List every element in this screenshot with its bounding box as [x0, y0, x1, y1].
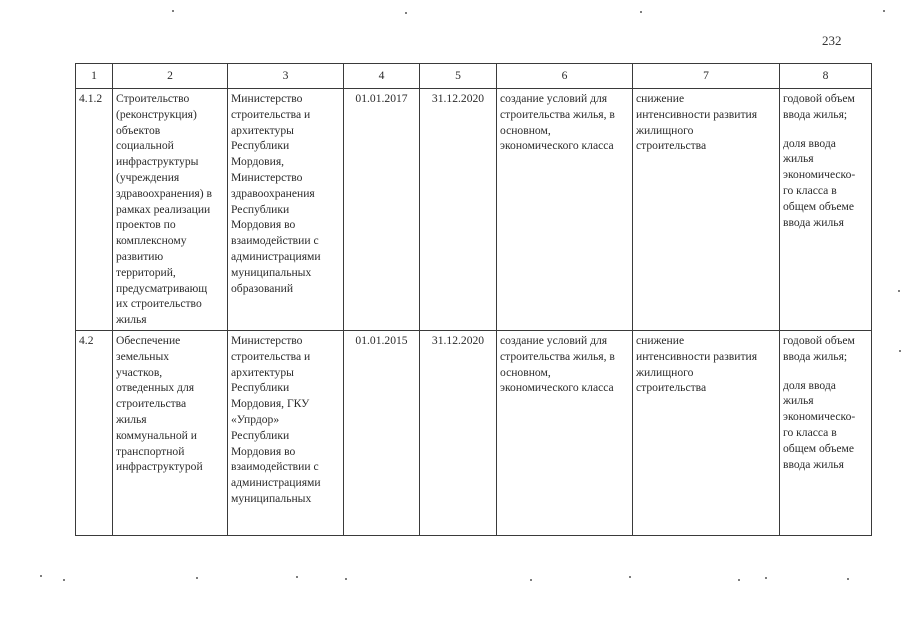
indicator-1: годовой объем ввода жилья; [783, 92, 855, 121]
start-date: 01.01.2015 [344, 331, 420, 536]
measure-number: 4.1.2 [76, 89, 113, 331]
program-measures-table [75, 63, 872, 536]
non-implementation-consequence: снижение интенсивности развития жилищного строительства [633, 331, 780, 536]
linked-indicators [780, 331, 872, 536]
linked-indicators [780, 89, 872, 331]
scan-speck [196, 577, 198, 579]
scan-speck [296, 576, 298, 578]
scan-speck [629, 576, 631, 578]
scan-speck [765, 577, 767, 579]
column-number: 3 [228, 64, 344, 89]
column-number: 5 [420, 64, 497, 89]
scan-speck [345, 578, 347, 580]
page-number: 232 [822, 33, 842, 48]
expected-result: создание условий для строительства жилья, в основном, экономического класса [497, 89, 633, 331]
responsible-executor: Министерство строительства и архитектуры Республики Мордовия, Министерство здравоохранения Республики Мордовия во взаимодействии с администрациями муниципальных образований [228, 89, 344, 331]
indicator-2: доля ввода жилья экономическо- го класса в общем объеме ввода жилья [783, 378, 856, 471]
table-row [76, 89, 872, 331]
measure-number: 4.2 [76, 331, 113, 536]
scan-speck [40, 575, 42, 577]
scan-speck [172, 10, 174, 12]
scan-speck [883, 10, 885, 12]
start-date: 01.01.2017 [344, 89, 420, 331]
scan-speck [898, 290, 900, 292]
column-number: 7 [633, 64, 780, 89]
responsible-executor: Министерство строительства и архитектуры Республики Мордовия, ГКУ «Упрдор» Республики Мордовия во взаимодействии с администрациями муниципальных [228, 331, 344, 536]
scan-speck [405, 12, 407, 14]
measure-name: Строительство (реконструкция) объектов социальной инфраструктуры (учреждения здравоохранения) в рамках реализации проектов по комплексному развитию территорий, предусматривающ их строительство жилья [113, 89, 228, 331]
non-implementation-consequence: снижение интенсивности развития жилищного строительства [633, 89, 780, 331]
scan-speck [530, 579, 532, 581]
expected-result: создание условий для строительства жилья, в основном, экономического класса [497, 331, 633, 536]
column-number-row [76, 64, 872, 89]
indicator-1: годовой объем ввода жилья; [783, 334, 855, 363]
column-number: 4 [344, 64, 420, 89]
column-number: 6 [497, 64, 633, 89]
column-number: 1 [76, 64, 113, 89]
scan-speck [738, 579, 740, 581]
scan-speck [63, 579, 65, 581]
scan-speck [847, 578, 849, 580]
scan-speck [899, 350, 901, 352]
measure-name: Обеспечение земельных участков, отведенных для строительства жилья коммунальной и транспортной инфраструктурой [113, 331, 228, 536]
scan-speck [640, 11, 642, 13]
column-number: 8 [780, 64, 872, 89]
indicator-2: доля ввода жилья экономическо- го класса в общем объеме ввода жилья [783, 136, 856, 229]
table-row [76, 331, 872, 536]
end-date: 31.12.2020 [420, 89, 497, 331]
end-date: 31.12.2020 [420, 331, 497, 536]
column-number: 2 [113, 64, 228, 89]
